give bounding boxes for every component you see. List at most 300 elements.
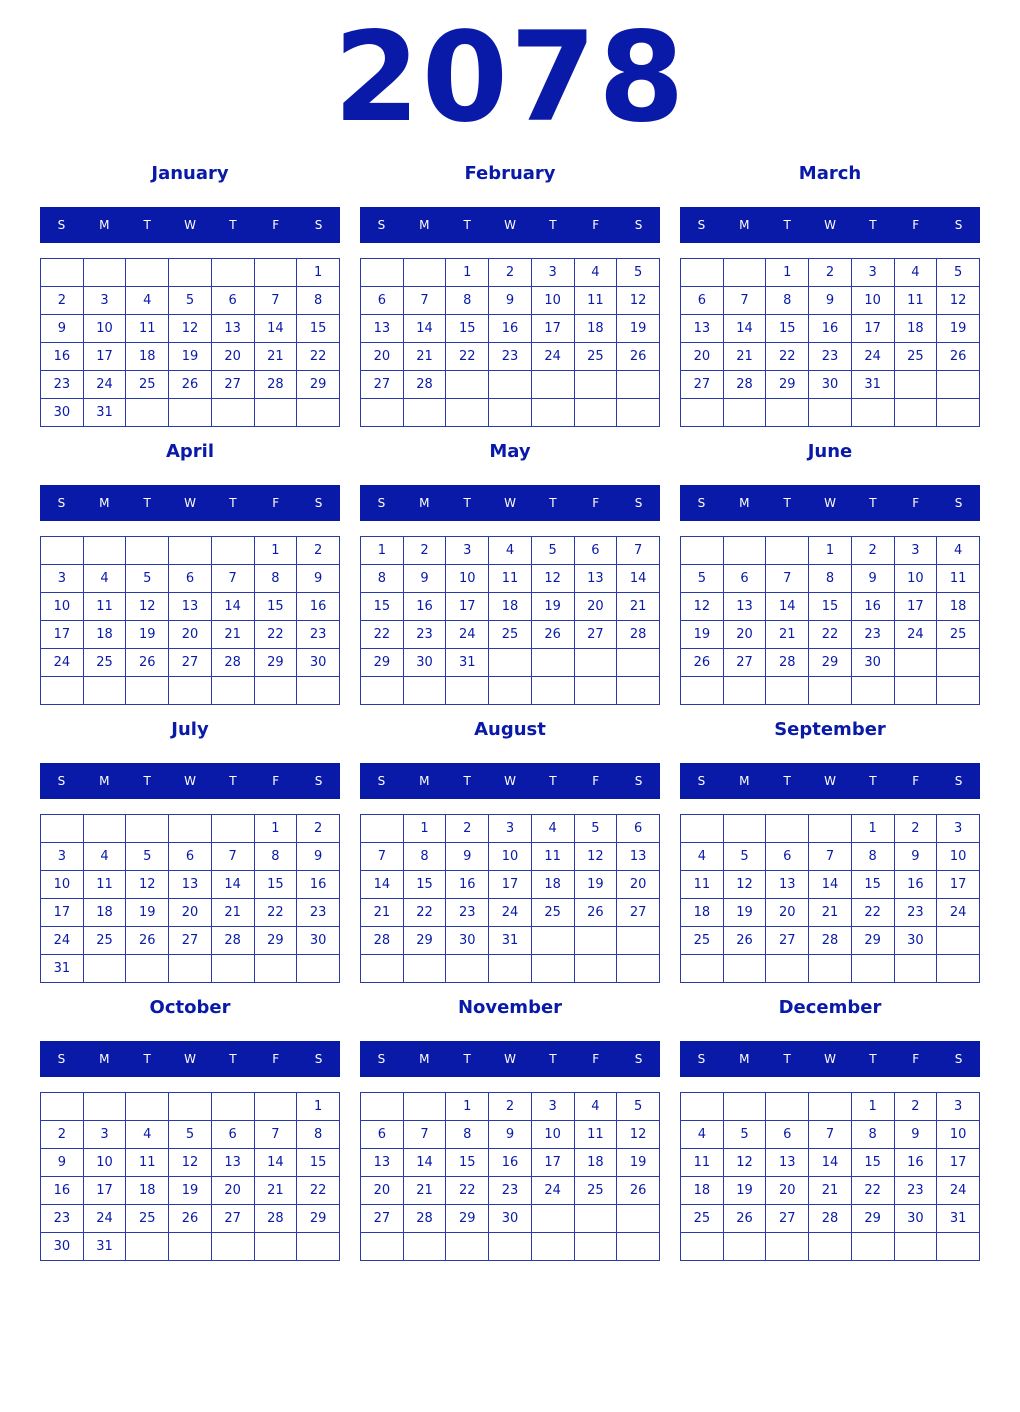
weekday-label: S bbox=[697, 1052, 706, 1066]
day-cell: 28 bbox=[809, 927, 852, 955]
weekday-label: S bbox=[57, 496, 66, 510]
week-row bbox=[361, 593, 660, 621]
weekday-label: W bbox=[504, 774, 516, 788]
day-cell: 30 bbox=[297, 649, 340, 677]
day-cell: 13 bbox=[211, 315, 254, 343]
day-cell: 12 bbox=[617, 287, 660, 315]
weekday-label: T bbox=[783, 218, 791, 232]
day-cell: 12 bbox=[937, 287, 980, 315]
day-cell: 25 bbox=[83, 649, 126, 677]
day-cell: 6 bbox=[766, 1121, 809, 1149]
day-grid bbox=[680, 814, 980, 983]
day-cell: 31 bbox=[937, 1205, 980, 1233]
day-cell: 10 bbox=[531, 1121, 574, 1149]
day-cell: 12 bbox=[531, 565, 574, 593]
week-row bbox=[361, 1205, 660, 1233]
day-cell: 25 bbox=[574, 343, 617, 371]
day-cell bbox=[254, 1233, 297, 1261]
day-cell: 22 bbox=[766, 343, 809, 371]
week-row bbox=[681, 565, 980, 593]
day-cell: 17 bbox=[489, 871, 532, 899]
day-cell: 21 bbox=[361, 899, 404, 927]
day-cell: 19 bbox=[126, 621, 169, 649]
weekday-label: M bbox=[419, 496, 430, 510]
weekday-label: M bbox=[99, 218, 110, 232]
week-row bbox=[361, 1177, 660, 1205]
day-cell bbox=[681, 537, 724, 565]
day-cell: 7 bbox=[254, 287, 297, 315]
day-cell: 2 bbox=[297, 815, 340, 843]
day-cell: 27 bbox=[681, 371, 724, 399]
day-cell: 26 bbox=[617, 343, 660, 371]
weekday-label: M bbox=[99, 774, 110, 788]
weekday-label: M bbox=[99, 496, 110, 510]
day-cell: 5 bbox=[723, 1121, 766, 1149]
month-name: October bbox=[149, 997, 231, 1018]
day-cell: 12 bbox=[169, 315, 212, 343]
day-cell: 20 bbox=[681, 343, 724, 371]
day-cell bbox=[446, 371, 489, 399]
weekday-label: W bbox=[504, 218, 516, 232]
day-cell: 18 bbox=[574, 1149, 617, 1177]
day-cell bbox=[403, 955, 446, 983]
day-cell: 20 bbox=[766, 1177, 809, 1205]
day-cell: 4 bbox=[126, 287, 169, 315]
day-cell: 30 bbox=[297, 927, 340, 955]
day-cell bbox=[681, 1233, 724, 1261]
day-cell: 21 bbox=[254, 1177, 297, 1205]
week-row bbox=[361, 621, 660, 649]
day-cell: 16 bbox=[489, 1149, 532, 1177]
day-cell: 28 bbox=[361, 927, 404, 955]
weekday-label: F bbox=[592, 218, 600, 232]
day-cell: 27 bbox=[574, 621, 617, 649]
day-cell bbox=[297, 1233, 340, 1261]
day-cell bbox=[169, 1233, 212, 1261]
day-cell: 24 bbox=[531, 1177, 574, 1205]
weekday-label: S bbox=[697, 218, 706, 232]
day-cell: 21 bbox=[211, 899, 254, 927]
day-cell bbox=[297, 677, 340, 705]
week-row bbox=[681, 677, 980, 705]
day-cell: 26 bbox=[617, 1177, 660, 1205]
month-march bbox=[680, 162, 980, 426]
day-cell: 1 bbox=[851, 1093, 894, 1121]
day-cell: 3 bbox=[894, 537, 937, 565]
day-cell: 6 bbox=[617, 815, 660, 843]
day-cell: 6 bbox=[169, 843, 212, 871]
day-cell: 31 bbox=[83, 399, 126, 427]
day-cell: 24 bbox=[446, 621, 489, 649]
day-cell: 17 bbox=[446, 593, 489, 621]
day-cell: 31 bbox=[446, 649, 489, 677]
day-cell: 28 bbox=[809, 1205, 852, 1233]
day-cell: 15 bbox=[446, 315, 489, 343]
day-cell: 8 bbox=[254, 565, 297, 593]
day-cell: 17 bbox=[41, 621, 84, 649]
weekday-label: S bbox=[57, 774, 66, 788]
day-cell: 8 bbox=[361, 565, 404, 593]
day-cell: 9 bbox=[894, 843, 937, 871]
weekday-label: F bbox=[912, 774, 920, 788]
day-cell bbox=[574, 371, 617, 399]
day-cell bbox=[254, 955, 297, 983]
day-cell bbox=[723, 259, 766, 287]
weekday-label: T bbox=[229, 496, 237, 510]
weekday-label: W bbox=[184, 774, 196, 788]
month-september bbox=[680, 718, 980, 982]
week-row bbox=[361, 871, 660, 899]
day-cell: 23 bbox=[894, 1177, 937, 1205]
day-cell: 17 bbox=[937, 871, 980, 899]
weekday-label: T bbox=[549, 496, 557, 510]
weekday-label: T bbox=[229, 1052, 237, 1066]
day-cell bbox=[681, 259, 724, 287]
day-cell: 6 bbox=[361, 1121, 404, 1149]
month-october bbox=[40, 996, 340, 1260]
day-cell: 9 bbox=[851, 565, 894, 593]
day-cell: 19 bbox=[723, 1177, 766, 1205]
day-cell: 14 bbox=[211, 871, 254, 899]
day-cell: 27 bbox=[211, 1205, 254, 1233]
week-row bbox=[681, 1205, 980, 1233]
day-cell: 2 bbox=[297, 537, 340, 565]
weekday-label: M bbox=[419, 1052, 430, 1066]
week-row bbox=[361, 1233, 660, 1261]
day-cell: 8 bbox=[403, 843, 446, 871]
day-cell: 24 bbox=[531, 343, 574, 371]
day-cell bbox=[211, 815, 254, 843]
day-cell bbox=[169, 815, 212, 843]
day-grid bbox=[680, 1092, 980, 1261]
day-cell: 27 bbox=[361, 371, 404, 399]
day-cell: 12 bbox=[574, 843, 617, 871]
day-cell: 8 bbox=[297, 287, 340, 315]
day-cell bbox=[211, 537, 254, 565]
day-cell: 10 bbox=[531, 287, 574, 315]
day-cell: 23 bbox=[894, 899, 937, 927]
day-cell: 21 bbox=[766, 621, 809, 649]
day-cell: 8 bbox=[254, 843, 297, 871]
day-cell: 5 bbox=[169, 287, 212, 315]
day-cell: 18 bbox=[937, 593, 980, 621]
month-name: December bbox=[778, 997, 882, 1018]
weekday-label: S bbox=[634, 1052, 643, 1066]
day-cell: 16 bbox=[41, 343, 84, 371]
day-cell: 23 bbox=[489, 343, 532, 371]
weekday-header bbox=[360, 485, 660, 521]
day-cell bbox=[446, 677, 489, 705]
week-row bbox=[41, 843, 340, 871]
month-name: January bbox=[151, 163, 229, 184]
day-cell: 6 bbox=[766, 843, 809, 871]
day-cell bbox=[297, 399, 340, 427]
weekday-label: W bbox=[824, 1052, 836, 1066]
day-cell: 21 bbox=[809, 1177, 852, 1205]
day-cell bbox=[403, 1093, 446, 1121]
weekday-label: M bbox=[739, 774, 750, 788]
day-cell: 26 bbox=[169, 1205, 212, 1233]
day-cell: 14 bbox=[254, 1149, 297, 1177]
day-cell: 17 bbox=[83, 1177, 126, 1205]
day-cell bbox=[169, 677, 212, 705]
weekday-label: T bbox=[143, 218, 151, 232]
day-cell bbox=[723, 955, 766, 983]
day-cell: 1 bbox=[361, 537, 404, 565]
day-cell: 15 bbox=[361, 593, 404, 621]
day-grid bbox=[360, 258, 660, 427]
day-cell: 23 bbox=[809, 343, 852, 371]
month-name: February bbox=[464, 163, 556, 184]
weekday-label: W bbox=[184, 496, 196, 510]
day-cell bbox=[617, 927, 660, 955]
day-cell: 18 bbox=[531, 871, 574, 899]
day-cell: 11 bbox=[681, 1149, 724, 1177]
day-cell: 29 bbox=[297, 1205, 340, 1233]
day-cell: 25 bbox=[489, 621, 532, 649]
week-row bbox=[681, 649, 980, 677]
day-cell: 9 bbox=[297, 565, 340, 593]
day-cell: 24 bbox=[83, 371, 126, 399]
day-cell: 18 bbox=[489, 593, 532, 621]
week-row bbox=[681, 1121, 980, 1149]
day-cell: 26 bbox=[574, 899, 617, 927]
week-row bbox=[681, 1149, 980, 1177]
weekday-label: M bbox=[99, 1052, 110, 1066]
day-cell: 2 bbox=[851, 537, 894, 565]
day-cell bbox=[169, 399, 212, 427]
day-cell: 7 bbox=[809, 1121, 852, 1149]
day-cell: 25 bbox=[531, 899, 574, 927]
weekday-label: W bbox=[504, 1052, 516, 1066]
day-cell bbox=[574, 1233, 617, 1261]
day-cell bbox=[617, 677, 660, 705]
day-cell: 16 bbox=[403, 593, 446, 621]
week-row bbox=[681, 927, 980, 955]
month-december bbox=[680, 996, 980, 1260]
day-cell: 20 bbox=[574, 593, 617, 621]
day-cell: 10 bbox=[894, 565, 937, 593]
day-cell: 10 bbox=[83, 315, 126, 343]
weekday-label: T bbox=[869, 218, 877, 232]
day-cell bbox=[617, 955, 660, 983]
day-cell bbox=[617, 371, 660, 399]
day-cell bbox=[851, 955, 894, 983]
day-cell: 29 bbox=[254, 649, 297, 677]
day-cell bbox=[809, 677, 852, 705]
day-grid bbox=[40, 258, 340, 427]
day-cell: 22 bbox=[446, 343, 489, 371]
day-cell: 16 bbox=[446, 871, 489, 899]
day-cell: 17 bbox=[531, 315, 574, 343]
day-cell: 29 bbox=[297, 371, 340, 399]
day-cell bbox=[83, 815, 126, 843]
day-cell: 13 bbox=[617, 843, 660, 871]
day-cell: 31 bbox=[489, 927, 532, 955]
day-cell bbox=[574, 677, 617, 705]
weekday-label: T bbox=[229, 218, 237, 232]
day-cell: 16 bbox=[41, 1177, 84, 1205]
day-cell bbox=[403, 399, 446, 427]
day-cell bbox=[83, 1093, 126, 1121]
day-cell bbox=[809, 815, 852, 843]
day-cell bbox=[894, 1233, 937, 1261]
day-cell: 30 bbox=[41, 399, 84, 427]
day-cell: 3 bbox=[851, 259, 894, 287]
week-row bbox=[41, 899, 340, 927]
day-cell: 27 bbox=[766, 927, 809, 955]
day-cell: 17 bbox=[894, 593, 937, 621]
weekday-label: T bbox=[783, 1052, 791, 1066]
day-cell: 13 bbox=[211, 1149, 254, 1177]
day-cell bbox=[531, 1233, 574, 1261]
day-cell bbox=[766, 677, 809, 705]
day-cell: 26 bbox=[681, 649, 724, 677]
day-grid bbox=[680, 536, 980, 705]
weekday-label: F bbox=[912, 218, 920, 232]
day-cell bbox=[126, 399, 169, 427]
day-cell bbox=[41, 815, 84, 843]
day-cell: 13 bbox=[169, 871, 212, 899]
day-cell: 21 bbox=[254, 343, 297, 371]
day-cell bbox=[41, 1093, 84, 1121]
day-cell: 21 bbox=[211, 621, 254, 649]
day-grid bbox=[680, 258, 980, 427]
day-cell: 28 bbox=[403, 371, 446, 399]
week-row bbox=[681, 1093, 980, 1121]
day-cell: 9 bbox=[41, 1149, 84, 1177]
day-cell: 7 bbox=[723, 287, 766, 315]
week-row bbox=[681, 343, 980, 371]
day-cell: 19 bbox=[126, 899, 169, 927]
day-cell bbox=[531, 955, 574, 983]
day-cell: 29 bbox=[446, 1205, 489, 1233]
weekday-header bbox=[680, 207, 980, 243]
weekday-label: T bbox=[229, 774, 237, 788]
day-cell: 13 bbox=[766, 1149, 809, 1177]
week-row bbox=[41, 815, 340, 843]
day-cell: 30 bbox=[809, 371, 852, 399]
week-row bbox=[681, 815, 980, 843]
day-cell: 17 bbox=[41, 899, 84, 927]
day-cell: 1 bbox=[254, 815, 297, 843]
weekday-label: S bbox=[377, 218, 386, 232]
day-cell: 15 bbox=[851, 1149, 894, 1177]
day-cell: 2 bbox=[403, 537, 446, 565]
day-cell bbox=[574, 649, 617, 677]
day-cell: 25 bbox=[681, 1205, 724, 1233]
day-cell: 12 bbox=[723, 1149, 766, 1177]
weekday-label: T bbox=[783, 496, 791, 510]
day-cell: 30 bbox=[446, 927, 489, 955]
day-cell bbox=[361, 399, 404, 427]
day-cell: 6 bbox=[211, 1121, 254, 1149]
day-cell: 2 bbox=[809, 259, 852, 287]
day-cell: 13 bbox=[681, 315, 724, 343]
day-cell: 7 bbox=[766, 565, 809, 593]
day-cell bbox=[83, 259, 126, 287]
day-cell: 17 bbox=[531, 1149, 574, 1177]
day-cell: 7 bbox=[361, 843, 404, 871]
weekday-header bbox=[680, 485, 980, 521]
day-cell bbox=[446, 1233, 489, 1261]
day-cell: 21 bbox=[723, 343, 766, 371]
day-cell: 15 bbox=[254, 593, 297, 621]
weekday-label: S bbox=[954, 1052, 963, 1066]
day-cell: 7 bbox=[403, 1121, 446, 1149]
week-row bbox=[361, 565, 660, 593]
day-cell: 1 bbox=[446, 1093, 489, 1121]
day-cell: 5 bbox=[169, 1121, 212, 1149]
day-cell: 3 bbox=[83, 1121, 126, 1149]
day-cell: 15 bbox=[403, 871, 446, 899]
weekday-label: T bbox=[549, 1052, 557, 1066]
day-cell bbox=[41, 677, 84, 705]
day-cell: 3 bbox=[937, 1093, 980, 1121]
day-cell: 6 bbox=[169, 565, 212, 593]
day-cell: 29 bbox=[766, 371, 809, 399]
day-cell bbox=[211, 955, 254, 983]
day-cell: 25 bbox=[681, 927, 724, 955]
weekday-label: S bbox=[377, 496, 386, 510]
weekday-label: F bbox=[272, 774, 280, 788]
day-cell: 21 bbox=[403, 1177, 446, 1205]
day-cell: 26 bbox=[937, 343, 980, 371]
day-cell bbox=[809, 955, 852, 983]
day-cell: 15 bbox=[297, 1149, 340, 1177]
day-grid bbox=[360, 814, 660, 983]
day-cell bbox=[894, 399, 937, 427]
day-cell bbox=[126, 955, 169, 983]
day-grid bbox=[40, 536, 340, 705]
weekday-label: S bbox=[954, 218, 963, 232]
week-row bbox=[361, 537, 660, 565]
day-cell: 13 bbox=[361, 1149, 404, 1177]
day-cell bbox=[297, 955, 340, 983]
day-cell: 14 bbox=[723, 315, 766, 343]
day-cell: 3 bbox=[41, 565, 84, 593]
day-cell: 16 bbox=[809, 315, 852, 343]
day-cell: 11 bbox=[83, 871, 126, 899]
weekday-label: S bbox=[634, 218, 643, 232]
weekday-label: W bbox=[824, 218, 836, 232]
day-cell: 1 bbox=[297, 1093, 340, 1121]
day-cell: 20 bbox=[723, 621, 766, 649]
day-cell: 22 bbox=[297, 343, 340, 371]
day-cell: 30 bbox=[894, 1205, 937, 1233]
week-row bbox=[41, 593, 340, 621]
week-row bbox=[41, 1177, 340, 1205]
day-cell: 9 bbox=[809, 287, 852, 315]
day-cell bbox=[211, 1233, 254, 1261]
day-cell bbox=[681, 1093, 724, 1121]
weekday-label: S bbox=[697, 774, 706, 788]
day-grid bbox=[40, 814, 340, 983]
day-cell: 4 bbox=[681, 1121, 724, 1149]
day-cell: 29 bbox=[851, 1205, 894, 1233]
day-cell: 6 bbox=[723, 565, 766, 593]
week-row bbox=[41, 399, 340, 427]
weekday-label: M bbox=[739, 1052, 750, 1066]
day-cell: 25 bbox=[574, 1177, 617, 1205]
weekday-label: T bbox=[783, 774, 791, 788]
day-cell: 19 bbox=[617, 315, 660, 343]
day-cell: 30 bbox=[851, 649, 894, 677]
day-cell bbox=[489, 1233, 532, 1261]
weekday-label: T bbox=[463, 1052, 471, 1066]
weekday-label: F bbox=[592, 774, 600, 788]
day-cell: 5 bbox=[531, 537, 574, 565]
